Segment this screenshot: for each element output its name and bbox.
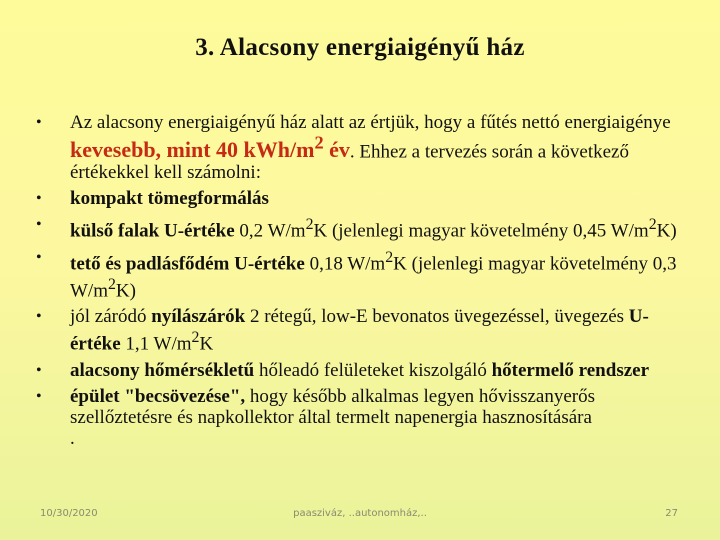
windows-bold-2: U-értéke: [70, 306, 649, 355]
slide-title: 3. Alacsony energiaigényű ház: [195, 34, 525, 61]
list-item-walls: [36, 214, 696, 241]
bullet-list: [36, 112, 696, 454]
roof-text-3: K): [115, 280, 136, 302]
bullet-icon: •: [36, 308, 42, 326]
bullet-icon: •: [36, 387, 42, 405]
roof-text-1: 0,18 W/m: [304, 252, 386, 274]
windows-text-2: 2 rétegű, low-E bevonatos üvegezéssel, üvegezés: [245, 306, 629, 328]
energy-limit-sup: 2: [314, 133, 324, 153]
roof-sup-2: 2: [108, 275, 116, 293]
walls-text-1: 0,2 W/m: [234, 220, 306, 242]
list-item-roof: [36, 247, 696, 302]
intro-text-1: Az alacsony energiaigényű ház alatt az értjük, hogy a fűtés nettó energiaigénye: [70, 112, 671, 133]
energy-limit-text: [70, 133, 350, 163]
roof-sup-1: 2: [385, 248, 394, 266]
roof-text-2: K (jelenlegi magyar követelmény 0,3 W/m: [70, 252, 677, 302]
list-item-intro: [36, 112, 696, 183]
roof-bold: tető és padlásfődém U-értéke: [70, 252, 305, 274]
list-item-heating: [36, 360, 696, 381]
intro-text-2: . Ehhez a tervezés során a következő értékekkel kell számolni:: [70, 141, 629, 184]
bullet-icon: •: [36, 216, 42, 234]
walls-bold: külső falak U-értéke: [70, 220, 235, 242]
walls-sup-1: 2: [305, 216, 314, 234]
piping-text-2: .: [70, 427, 75, 449]
bullet-icon: •: [36, 361, 42, 379]
piping-text-1: hogy később alkalmas legyen hővisszanyerős szellőztetésre és napkollektor által termelt napenergia hasznosítására: [70, 385, 595, 428]
windows-text-3: 1,1 W/m: [120, 333, 192, 355]
footer-text: paasziváz, ..autonomház,..: [293, 508, 427, 519]
bullet-icon: •: [36, 114, 42, 131]
energy-limit-part-2: év: [323, 137, 350, 163]
piping-bold: épület "becsövezése",: [70, 385, 246, 407]
footer-date: 10/30/2020: [40, 508, 98, 519]
energy-limit-part-1: kevesebb, mint 40 kWh/m: [70, 137, 315, 163]
windows-sup-1: 2: [191, 329, 200, 347]
list-item-windows: [36, 306, 696, 354]
windows-bold-1: nyílászárók: [151, 306, 246, 328]
heating-bold-2: hőtermelő rendszer: [491, 359, 650, 381]
windows-text-4: K: [199, 333, 214, 355]
bullet-icon: •: [36, 190, 42, 208]
page-number: 27: [665, 508, 678, 519]
list-item-compact: [36, 188, 696, 209]
heating-text-1: hőleadó felületeket kiszolgáló: [254, 359, 492, 381]
heating-bold-1: alacsony hőmérsékletű: [70, 359, 255, 381]
walls-text-3: K): [656, 220, 677, 242]
windows-text-1: jól záródó: [70, 306, 152, 328]
compact-form-text: kompakt tömegformálás: [70, 188, 269, 210]
list-item-piping: [36, 386, 696, 449]
walls-sup-2: 2: [648, 216, 657, 234]
bullet-icon: •: [36, 248, 42, 266]
walls-text-2: K (jelenlegi magyar követelmény 0,45 W/m: [313, 220, 649, 242]
